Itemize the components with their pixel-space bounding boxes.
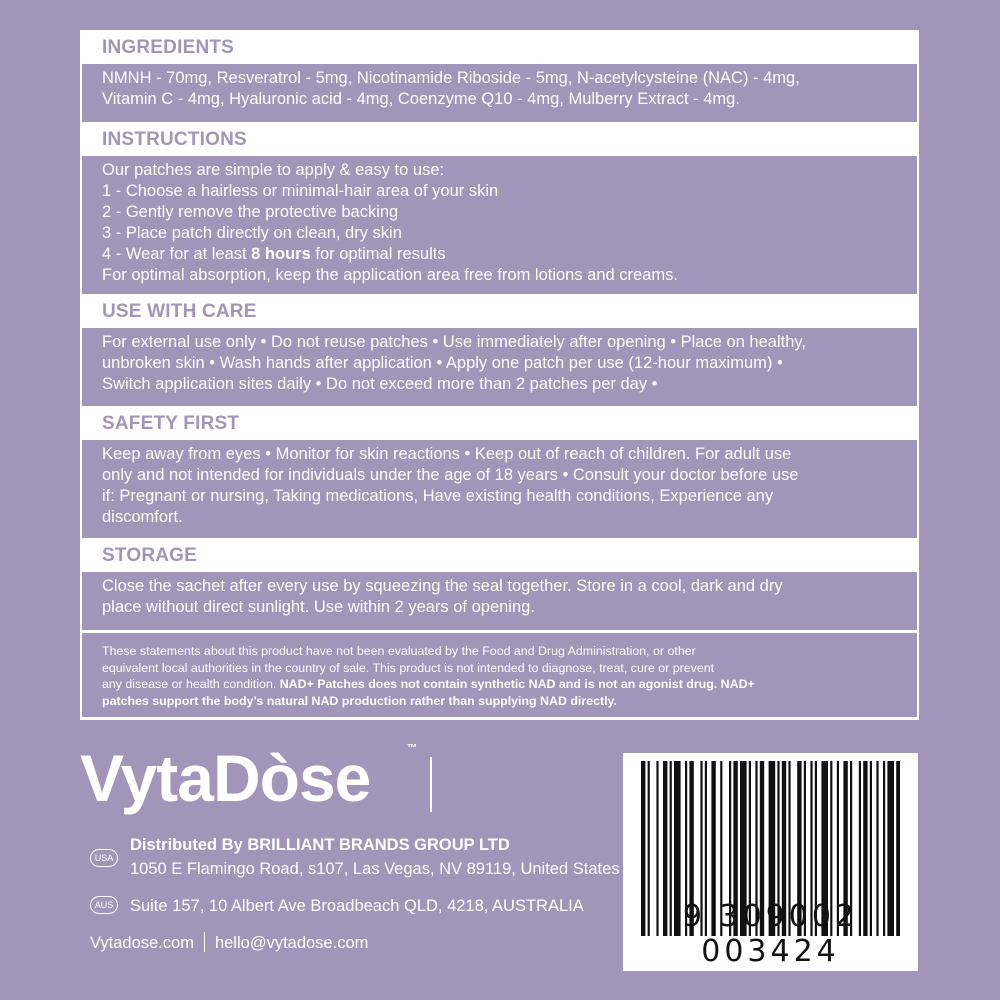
step-text: 4 - Wear for at least bbox=[102, 245, 252, 263]
care-line: For external use only • Do not reuse patches • Use immediately after opening • Place on healthy, bbox=[102, 333, 806, 351]
disclaimer-bold: patches support the body’s natural NAD production rather than supplying NAD directly. bbox=[102, 693, 617, 708]
step-text: for optimal results bbox=[310, 245, 446, 263]
website-link[interactable]: Vytadose.com bbox=[90, 934, 194, 952]
contact-line bbox=[90, 932, 368, 953]
distributor-name bbox=[130, 836, 510, 855]
safety-line: discomfort. bbox=[102, 508, 183, 526]
usa-address: 1050 E Flamingo Road, s107, Las Vegas, NV 89119, United States bbox=[130, 860, 620, 878]
care-line: unbroken skin • Wash hands after application • Apply one patch per use (12-hour maximum) • bbox=[102, 354, 783, 372]
barcode bbox=[623, 753, 918, 971]
use-with-care-heading: USE WITH CARE bbox=[82, 296, 917, 328]
storage-text bbox=[82, 572, 917, 630]
aus-address: Suite 157, 10 Albert Ave Broadbeach QLD, 4218, AUSTRALIA bbox=[130, 897, 584, 915]
aus-badge: AUS bbox=[90, 896, 118, 914]
instructions-step: 1 - Choose a hairless or minimal-hair area of your skin bbox=[102, 182, 499, 200]
disclaimer-line: These statements about this product have not been evaluated by the Food and Drug Administration, or other bbox=[102, 644, 696, 658]
barcode-number: 9 309002 003424 bbox=[682, 899, 859, 969]
wear-duration: 8 hours bbox=[251, 245, 311, 263]
instructions-line: Our patches are simple to apply & easy to use: bbox=[102, 161, 445, 179]
safety-first-heading: SAFETY FIRST bbox=[82, 408, 917, 440]
email-link[interactable]: hello@vytadose.com bbox=[214, 934, 369, 952]
safety-line: if: Pregnant or nursing, Taking medications, Have existing health conditions, Experience any bbox=[102, 487, 774, 505]
ingredients-heading: INGREDIENTS bbox=[82, 32, 917, 64]
instructions-text bbox=[82, 156, 917, 294]
safety-line: only and not intended for individuals under the age of 18 years • Consult your doctor before use bbox=[102, 466, 799, 484]
ingredients-line: Vitamin C - 4mg, Hyaluronic acid - 4mg, Coenzyme Q10 - 4mg, Mulberry Extract - 4mg. bbox=[102, 90, 740, 108]
safety-line: Keep away from eyes • Monitor for skin reactions • Keep out of reach of children. For adult use bbox=[102, 445, 792, 463]
disclaimer-bold: NAD+ Patches does not contain synthetic NAD and is not an agonist drug. NAD+ bbox=[279, 677, 755, 691]
instructions-heading: INSTRUCTIONS bbox=[82, 124, 917, 156]
disclaimer-text: any disease or health condition. bbox=[102, 677, 280, 691]
storage-heading: STORAGE bbox=[82, 540, 917, 572]
usa-badge: USA bbox=[90, 849, 118, 867]
care-line: Switch application sites daily • Do not exceed more than 2 patches per day • bbox=[102, 375, 658, 393]
use-with-care-text bbox=[82, 328, 917, 406]
disclaimer-line bbox=[102, 676, 897, 693]
trademark-mark: ™ bbox=[407, 743, 417, 754]
storage-line: Close the sachet after every use by squeezing the seal together. Store in a cool, dark and dry bbox=[102, 577, 783, 595]
disclaimer-line: equivalent local authorities in the country of sale. This product is not intended to diagnose, treat, cure or prevent bbox=[102, 660, 715, 675]
ingredients-text bbox=[82, 64, 917, 122]
instructions-step: 2 - Gently remove the protective backing bbox=[102, 203, 399, 221]
ingredients-line: NMNH - 70mg, Resveratrol - 5mg, Nicotinamide Riboside - 5mg, N-acetylcysteine (NAC) - 4mg, bbox=[102, 69, 800, 87]
safety-first-text bbox=[82, 440, 917, 538]
disclaimer-line bbox=[102, 693, 897, 710]
fda-disclaimer bbox=[82, 633, 917, 717]
contact-divider bbox=[204, 932, 205, 952]
instructions-line: For optimal absorption, keep the application area free from lotions and creams. bbox=[102, 266, 678, 284]
label-panel bbox=[80, 30, 919, 720]
distributor-label: Distributed By BRILLIANT BRANDS GROUP LTD bbox=[130, 836, 510, 854]
instructions-step bbox=[102, 244, 897, 265]
storage-line: place without direct sunlight. Use within 2 years of opening. bbox=[102, 598, 535, 616]
logo-divider bbox=[430, 757, 432, 812]
instructions-step: 3 - Place patch directly on clean, dry skin bbox=[102, 224, 402, 242]
brand-logo: VytaDòse bbox=[80, 741, 371, 815]
